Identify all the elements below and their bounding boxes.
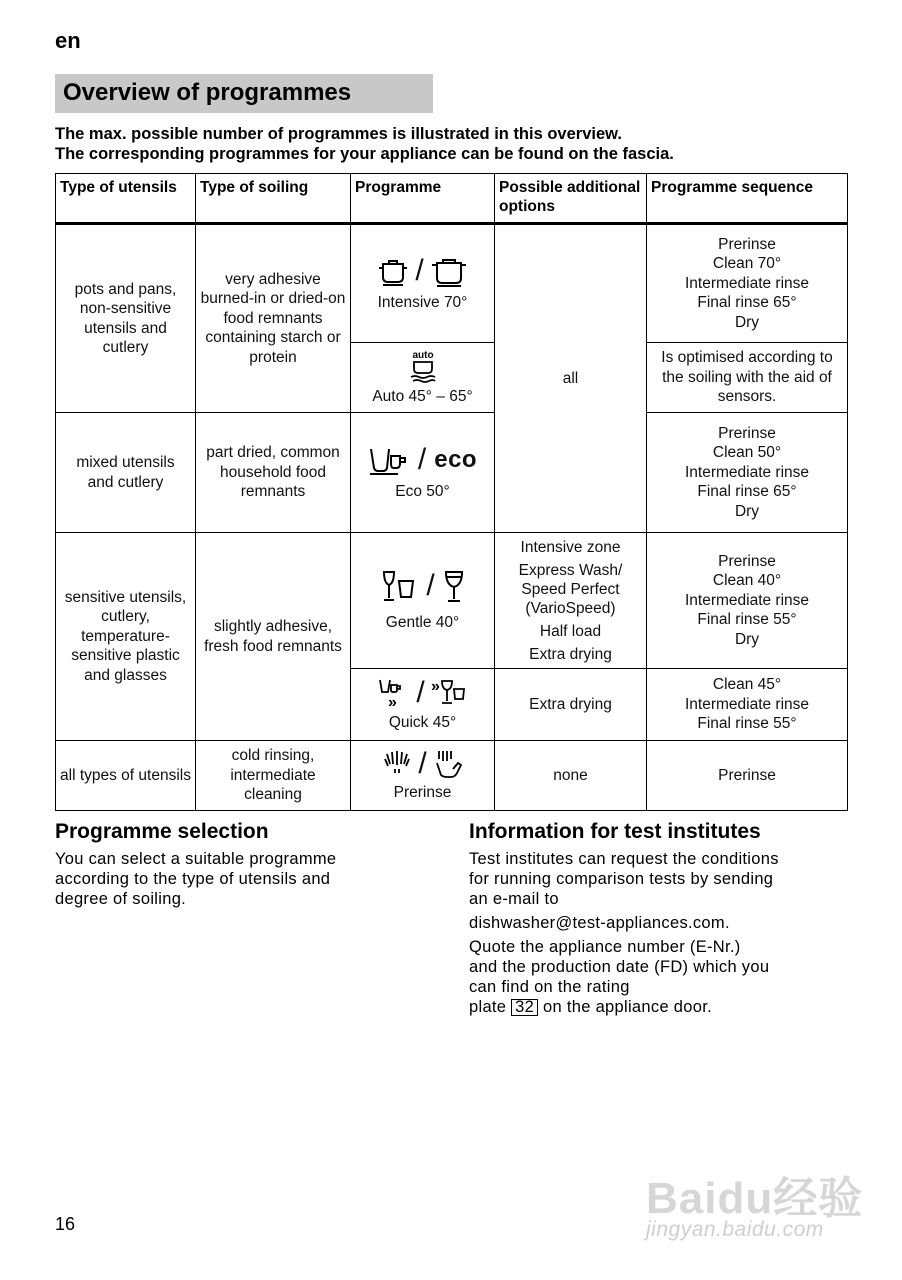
slash-separator: / bbox=[417, 442, 427, 476]
text-line bbox=[469, 997, 869, 1017]
plate-number-box: 32 bbox=[511, 999, 538, 1016]
test-institutes-text bbox=[469, 849, 869, 1017]
options-cell-all: all bbox=[495, 224, 647, 533]
quick-cup-icon bbox=[378, 677, 410, 709]
programme-label: Intensive 70° bbox=[377, 293, 468, 311]
sequence-step: Dry bbox=[734, 502, 760, 520]
programme-cell-auto bbox=[351, 343, 495, 413]
sequence-step: Clean 50° bbox=[712, 444, 782, 462]
option-item: Intensive zone bbox=[520, 538, 621, 556]
table-row bbox=[56, 413, 848, 533]
programme-selection-text bbox=[55, 849, 435, 909]
sequence-step: Intermediate rinse bbox=[684, 695, 810, 713]
option-item: Half load bbox=[539, 622, 602, 640]
utensils-cell: mixed utensils and cutlery bbox=[56, 413, 196, 533]
auto-icon bbox=[406, 349, 440, 383]
email-address: dishwasher@test-appliances.com. bbox=[469, 914, 730, 932]
text-line: an e-mail to bbox=[469, 890, 559, 908]
sequence-step: Final rinse 55° bbox=[697, 715, 797, 733]
spray-icon bbox=[382, 749, 412, 779]
text-line: and the production date (FD) which you bbox=[469, 958, 770, 976]
sequence-cell-gentle bbox=[647, 533, 848, 669]
programme-cell-quick bbox=[351, 669, 495, 741]
test-institutes-title: Information for test institutes bbox=[469, 820, 761, 843]
sequence-cell-intensive bbox=[647, 224, 848, 343]
spray-hand-icon bbox=[433, 749, 463, 779]
sequence-step: Prerinse bbox=[718, 424, 776, 442]
sequence-step: Dry bbox=[734, 313, 760, 331]
pot-icon bbox=[430, 255, 468, 287]
programme-table bbox=[55, 173, 848, 811]
sequence-step: Dry bbox=[734, 630, 760, 648]
slash-separator: / bbox=[426, 568, 435, 602]
programme-cell-gentle bbox=[351, 533, 495, 669]
sequence-step: Intermediate rinse bbox=[684, 274, 810, 292]
wine-glass-icon bbox=[443, 569, 465, 603]
options-cell-quick: Extra drying bbox=[495, 669, 647, 741]
sequence-step: Final rinse 55° bbox=[697, 611, 797, 629]
eco-label: eco bbox=[434, 446, 478, 473]
page-title: Overview of programmes bbox=[63, 79, 352, 106]
programme-label: Prerinse bbox=[393, 783, 452, 801]
sequence-step: Final rinse 65° bbox=[697, 294, 797, 312]
programme-label: Eco 50° bbox=[395, 482, 450, 500]
sequence-step: Clean 70° bbox=[712, 255, 782, 273]
sequence-cell-auto: Is optimised according to the soiling with the aid of sensors. bbox=[647, 343, 848, 413]
intro-line: The max. possible number of programmes is illustrated in this overview. bbox=[55, 125, 622, 143]
quick-glass-icon-text: » bbox=[430, 677, 440, 695]
table-row bbox=[56, 533, 848, 669]
header-type-of-utensils: Type of utensils bbox=[56, 174, 196, 224]
utensils-cell: sensitive utensils, cutlery, temperature-sensitive plastic and glasses bbox=[56, 533, 196, 741]
programme-selection-title: Programme selection bbox=[55, 820, 269, 843]
header-programme-sequence: Programme sequence bbox=[647, 174, 848, 224]
sequence-cell-eco bbox=[647, 413, 848, 533]
sequence-cell-quick bbox=[647, 669, 848, 741]
intro-text bbox=[55, 124, 855, 164]
programme-cell-eco bbox=[351, 413, 495, 533]
text-line: can find on the rating bbox=[469, 978, 630, 996]
page-number: 16 bbox=[55, 1214, 76, 1234]
table-row bbox=[56, 224, 848, 343]
eco-cup-icon bbox=[368, 444, 410, 476]
watermark-logo: Baidu经验 bbox=[646, 1174, 864, 1223]
quick-cup-icon-text: » bbox=[388, 693, 398, 709]
sequence-step: Prerinse bbox=[718, 552, 776, 570]
soiling-cell: very adhesive burned-in or dried-on food remnants containing starch or protein bbox=[196, 224, 351, 413]
plate-prefix: plate bbox=[469, 998, 507, 1016]
slash-separator: / bbox=[418, 746, 427, 780]
programme-label: Auto 45° – 65° bbox=[372, 387, 473, 405]
soiling-cell: cold rinsing, intermediate cleaning bbox=[196, 741, 351, 811]
options-cell-prerinse: none bbox=[495, 741, 647, 811]
plate-suffix: on the appliance door. bbox=[543, 998, 712, 1016]
table-row bbox=[56, 741, 848, 811]
auto-icon-text: auto bbox=[411, 349, 434, 361]
text-line: degree of soiling. bbox=[55, 890, 187, 908]
sequence-step: Intermediate rinse bbox=[684, 591, 810, 609]
language-code: en bbox=[55, 28, 81, 53]
quick-glass-icon bbox=[431, 677, 467, 709]
option-item: Express Wash/ Speed Perfect (VarioSpeed) bbox=[518, 561, 623, 617]
sequence-step: Clean 40° bbox=[712, 572, 782, 590]
intro-line: The corresponding programmes for your appliance can be found on the fascia. bbox=[55, 145, 674, 163]
header-type-of-soiling: Type of soiling bbox=[196, 174, 351, 224]
programme-label: Gentle 40° bbox=[385, 613, 460, 631]
programme-cell-prerinse bbox=[351, 741, 495, 811]
glass-cup-icon bbox=[380, 569, 418, 603]
header-additional-options: Possible additional options bbox=[495, 174, 647, 224]
slash-separator: / bbox=[415, 253, 424, 287]
table-header-row bbox=[56, 174, 848, 224]
options-cell-gentle bbox=[495, 533, 647, 669]
text-line: for running comparison tests by sending bbox=[469, 870, 774, 888]
option-item: Extra drying bbox=[529, 645, 612, 663]
utensils-cell: all types of utensils bbox=[56, 741, 196, 811]
sequence-step: Intermediate rinse bbox=[684, 463, 810, 481]
pot-icon bbox=[377, 255, 409, 287]
text-line: You can select a suitable programme bbox=[55, 850, 337, 868]
section-heading-bar bbox=[55, 74, 433, 113]
sequence-step: Final rinse 65° bbox=[697, 483, 797, 501]
soiling-cell: part dried, common household food remnants bbox=[196, 413, 351, 533]
watermark-url: jingyan.baidu.com bbox=[646, 1218, 824, 1241]
soiling-cell: slightly adhesive, fresh food remnants bbox=[196, 533, 351, 741]
text-line: Test institutes can request the conditions bbox=[469, 850, 779, 868]
sequence-step: Clean 45° bbox=[712, 676, 782, 694]
sequence-cell-prerinse: Prerinse bbox=[647, 741, 848, 811]
programme-label: Quick 45° bbox=[388, 713, 457, 731]
sequence-step: Prerinse bbox=[718, 235, 776, 253]
utensils-cell: pots and pans, non-sensitive utensils and cutlery bbox=[56, 224, 196, 413]
programme-cell-intensive bbox=[351, 224, 495, 343]
slash-separator: / bbox=[416, 675, 425, 709]
text-line: Quote the appliance number (E-Nr.) bbox=[469, 938, 741, 956]
header-programme: Programme bbox=[351, 174, 495, 224]
text-line: according to the type of utensils and bbox=[55, 870, 331, 888]
